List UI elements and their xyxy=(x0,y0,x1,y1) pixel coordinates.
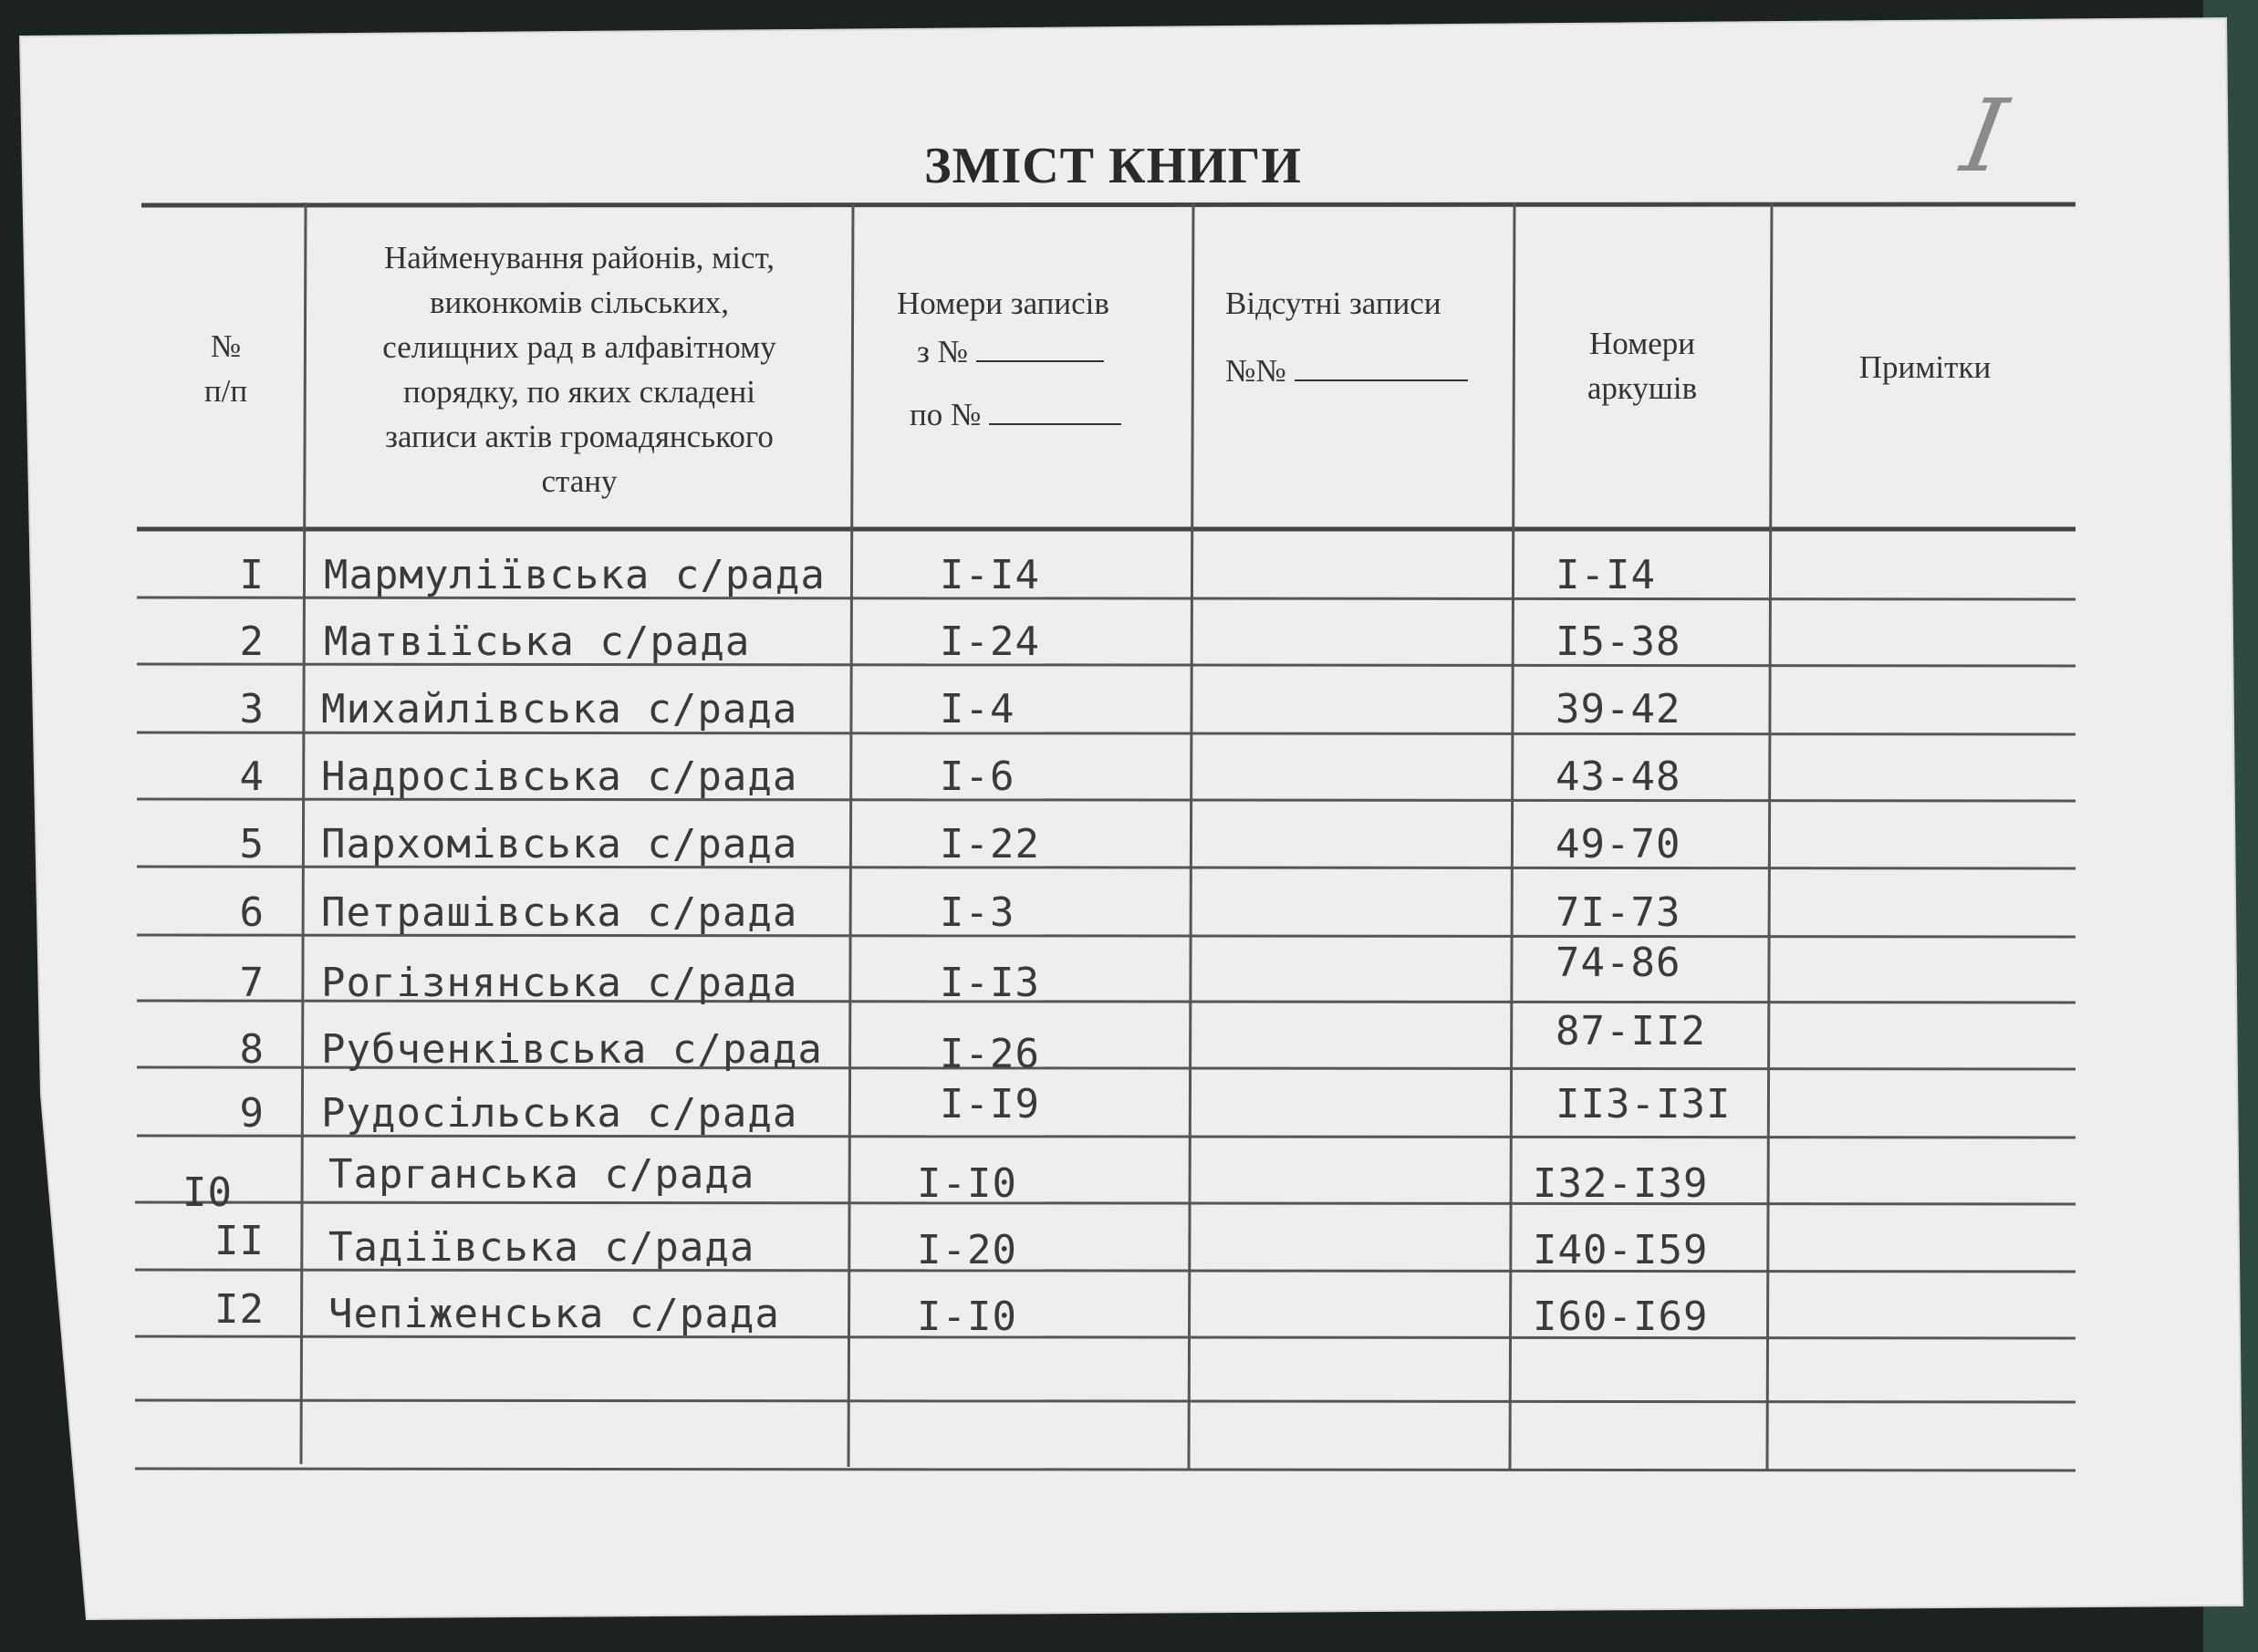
header-records-to xyxy=(862,392,1186,437)
row-sheets: I-I4 xyxy=(1556,552,1656,598)
row-sheets: 74-86 xyxy=(1556,940,1681,986)
header-missing-label: №№ xyxy=(1225,353,1286,389)
row-records: I-6 xyxy=(940,753,1015,800)
header-missing-title: Відсутні записи xyxy=(1225,286,1441,321)
page-number-mark: I xyxy=(1953,78,2015,194)
blank-line xyxy=(976,333,1104,362)
header-records-title: Номери записів xyxy=(897,286,1109,321)
row-sheets: I5-38 xyxy=(1556,618,1681,665)
header-name-line: стану xyxy=(541,463,618,499)
row-records: I-I0 xyxy=(917,1160,1017,1207)
row-records: I-20 xyxy=(917,1227,1017,1273)
row-name: Рогізнянська с/рада xyxy=(321,960,798,1006)
row-records: I-I0 xyxy=(917,1294,1017,1340)
header-sheets-line2: аркушів xyxy=(1587,370,1698,406)
header-notes: Примітки xyxy=(1858,349,1992,385)
blank-line xyxy=(1295,352,1468,381)
header-name-line: записи актів громадянського xyxy=(385,419,774,454)
page-title: ЗМІСТ КНИГИ xyxy=(924,138,1302,194)
row-records: I-I9 xyxy=(940,1081,1040,1127)
header-no xyxy=(160,324,292,413)
row-sheets: I32-I39 xyxy=(1533,1160,1709,1207)
row-name: Тарганська с/рада xyxy=(328,1151,755,1198)
row-name: Пархомівська с/рада xyxy=(321,821,798,868)
row-no: I xyxy=(239,552,265,598)
row-name: Михайлівська с/рада xyxy=(321,686,798,732)
row-records: I-4 xyxy=(940,686,1015,732)
row-records: I-22 xyxy=(940,821,1040,868)
row-name: Рубченківська с/рада xyxy=(321,1026,823,1073)
row-sheets: 39-42 xyxy=(1556,686,1681,732)
row-no: 9 xyxy=(239,1090,265,1137)
header-name xyxy=(315,235,844,504)
header-top-line xyxy=(141,204,2076,205)
header-name-line: селищних рад в алфавітному xyxy=(382,329,776,365)
header-records xyxy=(862,281,1186,437)
header-name-line: Найменування районів, міст, xyxy=(384,240,775,275)
header-name-line: порядку, по яких складені xyxy=(402,374,756,410)
row-no: I2 xyxy=(214,1286,265,1333)
row-name: Рудосільська с/рада xyxy=(321,1090,798,1137)
row-sheets: I40-I59 xyxy=(1533,1227,1709,1273)
header-records-from-label: з № xyxy=(917,334,968,369)
row-name: Надросівська с/рада xyxy=(321,753,798,800)
header-sheets-line1: Номери xyxy=(1588,326,1696,361)
row-name: Чепіженська с/рада xyxy=(328,1291,780,1337)
header-no-line2: п/п xyxy=(203,373,248,409)
header-no-line1: № xyxy=(210,328,242,364)
row-no: 3 xyxy=(239,686,265,732)
row-sheets: 87-II2 xyxy=(1556,1008,1706,1055)
row-no: 2 xyxy=(239,618,265,665)
row-name: Тадіївська с/рада xyxy=(328,1224,755,1271)
header-missing-nos xyxy=(1200,348,1510,393)
header-records-to-label: по № xyxy=(910,397,982,432)
row-no: 8 xyxy=(239,1026,265,1073)
row-records: I-I4 xyxy=(940,552,1040,598)
header-records-from xyxy=(862,329,1186,374)
row-sheets: 7I-73 xyxy=(1556,889,1681,936)
header-name-line: виконкомів сільських, xyxy=(429,285,730,320)
row-records: I-24 xyxy=(940,618,1040,665)
row-records: I-26 xyxy=(940,1031,1040,1077)
row-sheets: 43-48 xyxy=(1556,753,1681,800)
row-no: 5 xyxy=(239,821,265,868)
row-no: II xyxy=(214,1218,265,1264)
row-no: 4 xyxy=(239,753,265,800)
header-sheets xyxy=(1519,321,1765,410)
row-records: I-3 xyxy=(940,889,1015,936)
row-sheets: I60-I69 xyxy=(1533,1294,1709,1340)
row-no: 6 xyxy=(239,889,265,936)
row-sheets: 49-70 xyxy=(1556,821,1681,868)
row-name: Петрашівська с/рада xyxy=(321,889,798,936)
row-name: Мармуліївська с/рада xyxy=(324,552,826,598)
row-sheets: II3-I3I xyxy=(1556,1081,1732,1127)
row-no: I0 xyxy=(182,1169,233,1216)
header-missing xyxy=(1200,281,1510,393)
row-no: 7 xyxy=(239,960,265,1006)
blank-line xyxy=(989,396,1121,425)
row-records: I-I3 xyxy=(940,960,1040,1006)
row-name: Матвіїська с/рада xyxy=(324,618,751,665)
